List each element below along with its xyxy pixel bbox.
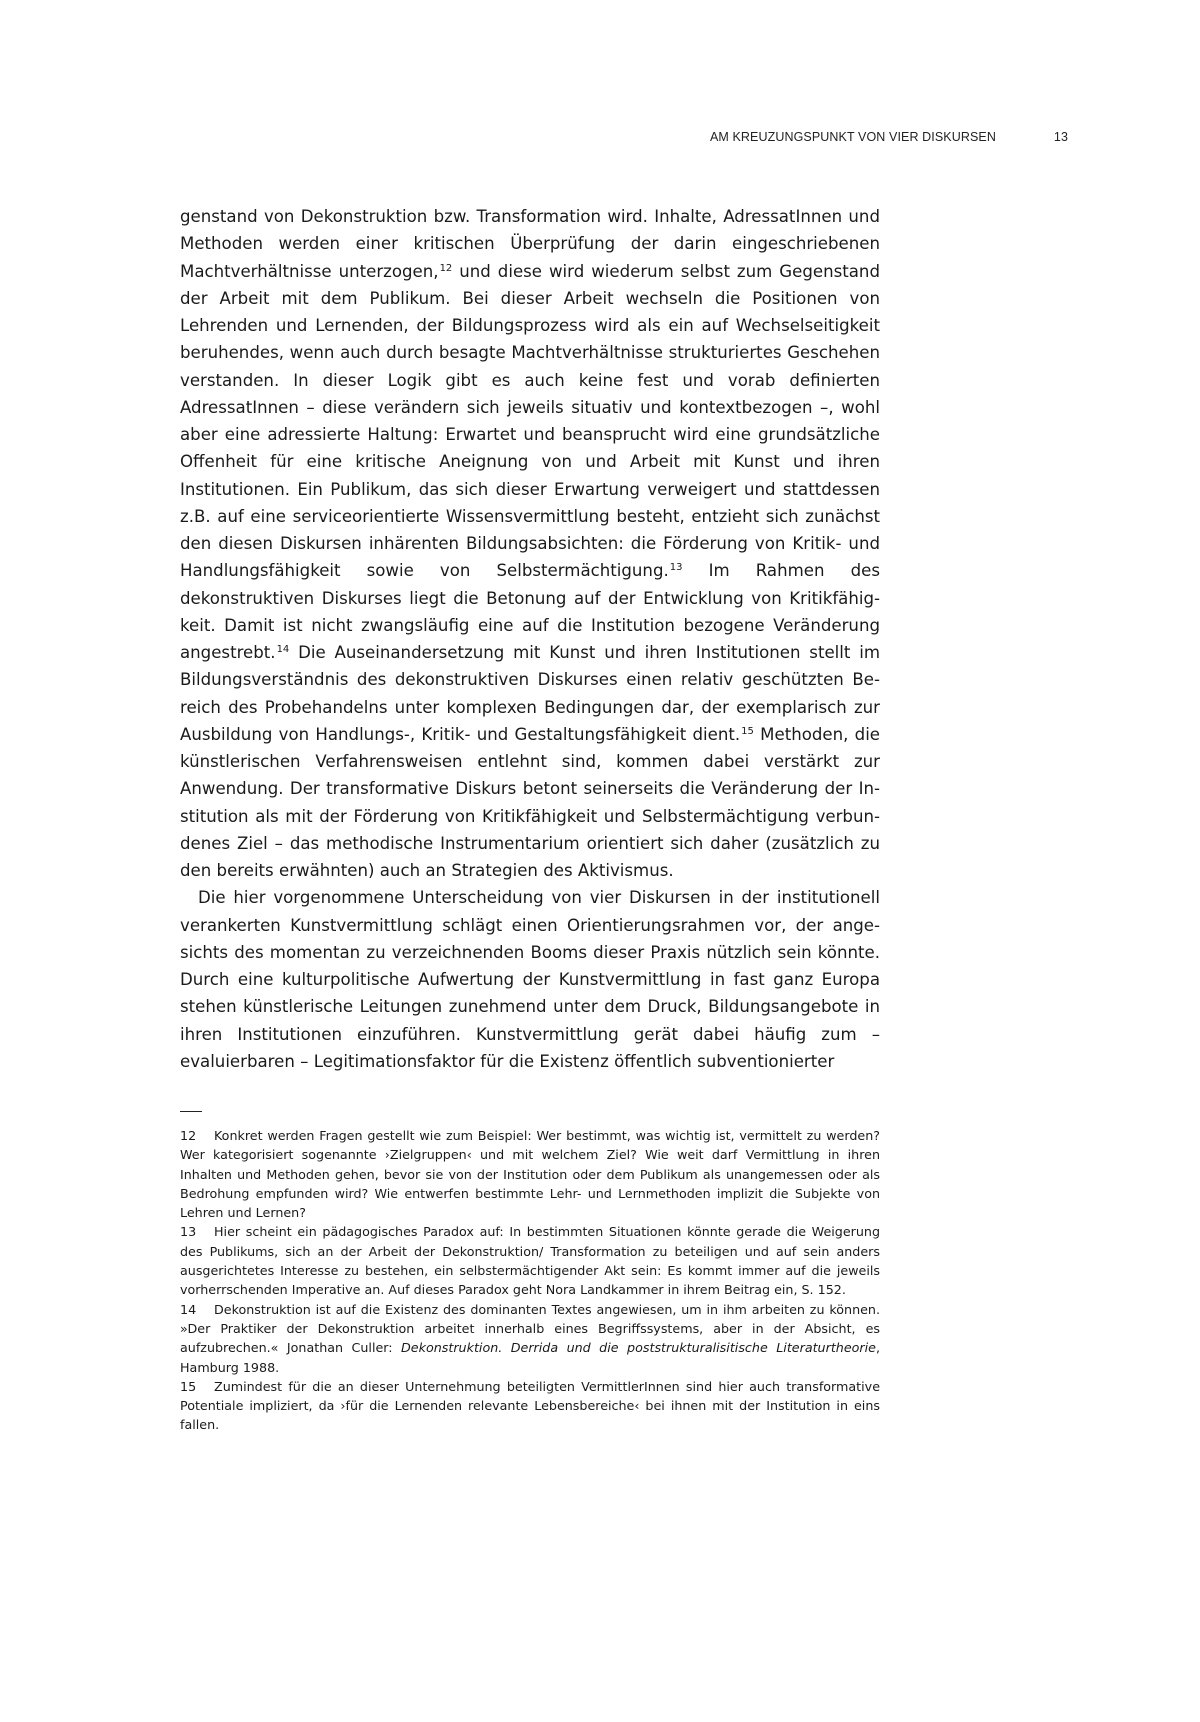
running-header xyxy=(180,130,1068,150)
footnote xyxy=(180,1300,880,1377)
footnote-text: Zumindest für die an dieser Unternehmung beteiligten VermittlerInnen sind hier auch transformative Potentiale impliziert, da ›für die Lernenden relevante Lebensbereiche‹ bei ihnen mit der Institution in eins fallen. xyxy=(180,1378,880,1433)
footnote-text: Konkret werden Fragen gestellt wie zum Beispiel: Wer bestimmt, was wichtig ist, vermittelt zu werden? Wer kategorisiert sogenannte ›Zielgruppen‹ und mit welchem Ziel? Wie weit darf Vermittlung in ihren Inhalten und Methoden gehen, bevor sie von der Institution oder dem Publikum als unangemessen oder als Bedrohung empfunden wird? Wie entwerfen bestimmte Lehr- und Lernmethoden implizit die Subjekte von Lehren und Lernen? xyxy=(180,1128,880,1221)
footnote xyxy=(180,1377,880,1435)
main-text xyxy=(180,203,880,1075)
footnote-reference: 13 xyxy=(669,562,683,574)
paragraph-text: genstand von Dekonstruktion bzw. Transformation wird. Inhalte, AdressatInnen und Methoden werden einer kritischen Überprüfung der darin eingeschriebenen Machtverhältnisse unterzogen, xyxy=(180,207,880,281)
paragraph-text: und diese wird wiederum selbst zum Gegenstand der Arbeit mit dem Publikum. Bei dieser Arbeit wechseln die Positionen von Lehrenden und Lernenden, der Bildungsprozess wird als ein auf Wechselseitigkeit beruhendes, wenn auch durch besagte Machtverhältnisse strukturiertes Geschehen verstanden. In dieser Logik gibt es auch keine fest und vorab definierten AdressatInnen – diese verändern sich jeweils situativ und kontextbezogen –, wohl aber eine adressierte Haltung: Erwartet und beansprucht wird eine grundsätzliche Offenheit für eine kritische Aneignung von und Arbeit mit Kunst und ihren Institutionen. Ein Publikum, das sich dieser Erwartung verweigert und stattdessen z.B. auf eine serviceorientierte Wissensvermittlung besteht, entzieht sich zunächst den diesen Diskursen inhärenten Bildungsabsichten: die Förderung von Kritik- und Handlungsfähigkeit sowie von Selbstermächtigung. xyxy=(180,261,880,581)
running-title: AM KREUZUNGSPUNKT VON VIER DISKURSEN xyxy=(709,130,996,144)
footnote-text: Hier scheint ein pädagogisches Paradox auf: In bestimmten Situationen könnte gerade die Weigerung des Publikums, sich an der Arbeit der Dekonstruktion/ Transformation zu beteiligen und auf sein anders ausgerichtetes Interesse zu bestehen, ein selbstermächtigender Akt sein: Es kommt immer auf die jeweils vorherrschenden Imperative an. Auf dieses Paradox geht Nora Landkammer in ihrem Beitrag ein, S. 152. xyxy=(180,1224,880,1298)
footnotes xyxy=(180,1126,880,1435)
footnote xyxy=(180,1126,880,1222)
paragraph-text: Im Rahmen des dekonstruktiven Diskurses liegt die Betonung auf der Entwicklung von Kritikfähigkeit. Damit ist nicht zwangsläufig eine auf die Institution bezogene Veränderung angestrebt. xyxy=(180,561,880,662)
footnote-reference: 12 xyxy=(439,262,453,274)
footnote-number: 15 xyxy=(180,1378,197,1394)
footnote-reference: 15 xyxy=(741,725,754,737)
paragraph-text: Methoden, die künstlerischen Verfahrensweisen entlehnt sind, kommen dabei verstärkt zur Anwendung. Der transformative Diskurs betont seinerseits die Veränderung der Institution als mit der Förderung von Kritikfähigkeit und Selbstermächtigung verbundenes Ziel – das methodische Instrumentarium orientiert sich daher (zusätzlich zu den bereits erwähnten) auch an Strategien des Aktivismus. xyxy=(180,724,881,880)
footnote-number: 14 xyxy=(180,1301,197,1317)
footnote-separator xyxy=(180,1111,202,1112)
footnote-number: 13 xyxy=(180,1224,197,1240)
footnote-number: 12 xyxy=(180,1128,197,1143)
page-number: 13 xyxy=(1053,130,1068,144)
footnote xyxy=(180,1222,880,1299)
cited-title: Dekonstruktion. Derrida und die poststrukturalisitische Literaturtheorie xyxy=(401,1340,876,1356)
footnote-reference: 14 xyxy=(276,644,290,655)
footnote-text: Dekonstruktion ist auf die Existenz des dominanten Textes angewiesen, um in ihm arbeiten zu können. »Der Praktiker der Dekonstruktion arbeitet innerhalb eines Begriffssystems, aber in der Absicht, es aufzubrechen.« Jonathan Culler: xyxy=(180,1301,880,1356)
paragraph xyxy=(180,203,880,884)
footnote-text: , Hamburg 1988. xyxy=(180,1340,880,1375)
paragraph-text: Die Auseinandersetzung mit Kunst und ihren Institutionen stellt im Bildungsverständnis des dekonstruktiven Diskurses einen relativ geschützten Bereich des Probehandelns unter komplexen Bedingungen dar, der exemplarisch zur Ausbildung von Handlungs-, Kritik- und Gestaltungsfähigkeit dient. xyxy=(180,643,880,744)
paragraph: Die hier vorgenommene Unterscheidung von vier Diskursen in der institutionell verankerten Kunstvermittlung schlägt einen Orientierungsrahmen vor, der angesichts des momentan zu verzeichnenden Booms dieser Praxis nützlich sein könnte. Durch eine kulturpolitische Aufwertung der Kunstvermittlung in fast ganz Europa stehen künstlerische Leitungen zunehmend unter dem Druck, Bildungsangebote in ihren Institutionen einzuführen. Kunstvermittlung gerät dabei häufig zum – evaluierbaren – Legitimationsfaktor für die Existenz öffentlich subventionierter xyxy=(180,888,880,1071)
